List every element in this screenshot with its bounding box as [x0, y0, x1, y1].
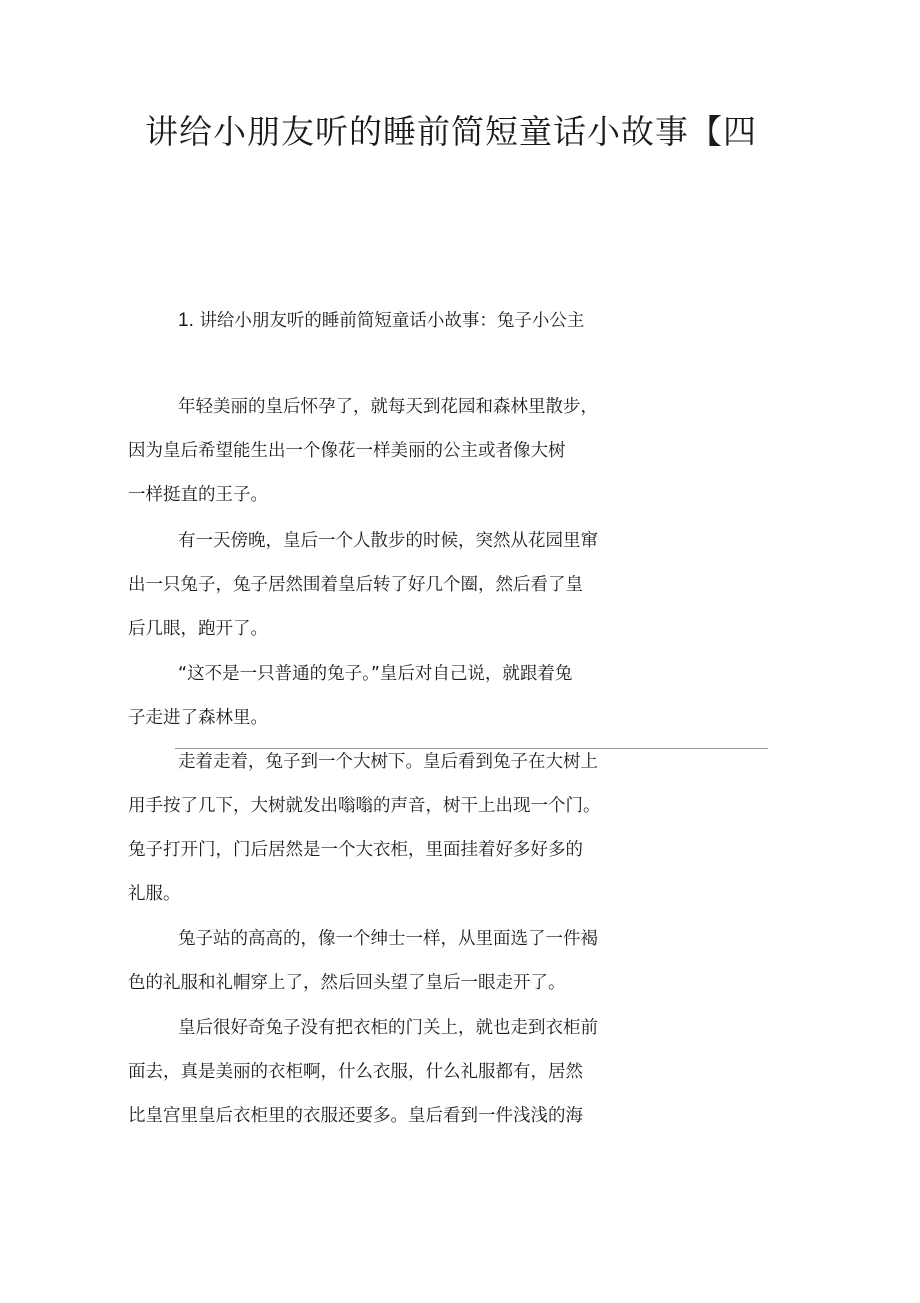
paragraph-line: 后几眼，跑开了。	[128, 619, 268, 639]
paragraph-line: 色的礼服和礼帽穿上了，然后回头望了皇后一眼走开了。	[128, 973, 566, 993]
paragraph-line: 兔子站的高高的，像一个绅士一样，从里面选了一件褐	[178, 929, 598, 949]
paragraph-line: 子走进了森林里。	[128, 708, 268, 728]
paragraph-line: 走着走着，兔子到一个大树下。皇后看到兔子在大树上	[178, 752, 598, 772]
paragraph-line: 出一只兔子，兔子居然围着皇后转了好几个圈，然后看了皇	[128, 575, 583, 595]
paragraph-line: 皇后很好奇兔子没有把衣柜的门关上，就也走到衣柜前	[178, 1018, 598, 1038]
paragraph-line: 比皇宫里皇后衣柜里的衣服还要多。皇后看到一件浅浅的海	[128, 1106, 583, 1126]
paragraph-line: “这不是一只普通的兔子。”皇后对自己说，就跟着兔	[178, 664, 573, 684]
section-number: 1.	[178, 310, 194, 331]
section-heading-text: 讲给小朋友听的睡前简短童话小故事：兔子小公主	[199, 311, 585, 331]
paragraph-line: 年轻美丽的皇后怀孕了，就每天到花园和森林里散步，	[178, 397, 598, 417]
paragraph-line: 因为皇后希望能生出一个像花一样美丽的公主或者像大树	[128, 441, 566, 461]
document-title: 讲给小朋友听的睡前简短童话小故事【四	[145, 112, 757, 151]
paragraph-line: 礼服。	[128, 884, 181, 904]
paragraph-line: 用手按了几下，大树就发出嗡嗡的声音，树干上出现一个门。	[128, 796, 601, 816]
paragraph-line: 面去，真是美丽的衣柜啊，什么衣服，什么礼服都有，居然	[128, 1062, 583, 1082]
horizontal-rule	[175, 748, 768, 749]
section-heading	[178, 310, 584, 333]
paragraph-line: 兔子打开门，门后居然是一个大衣柜，里面挂着好多好多的	[128, 840, 583, 860]
paragraph-line: 一样挺直的王子。	[128, 485, 268, 505]
paragraph-line: 有一天傍晚，皇后一个人散步的时候，突然从花园里窜	[178, 531, 598, 551]
